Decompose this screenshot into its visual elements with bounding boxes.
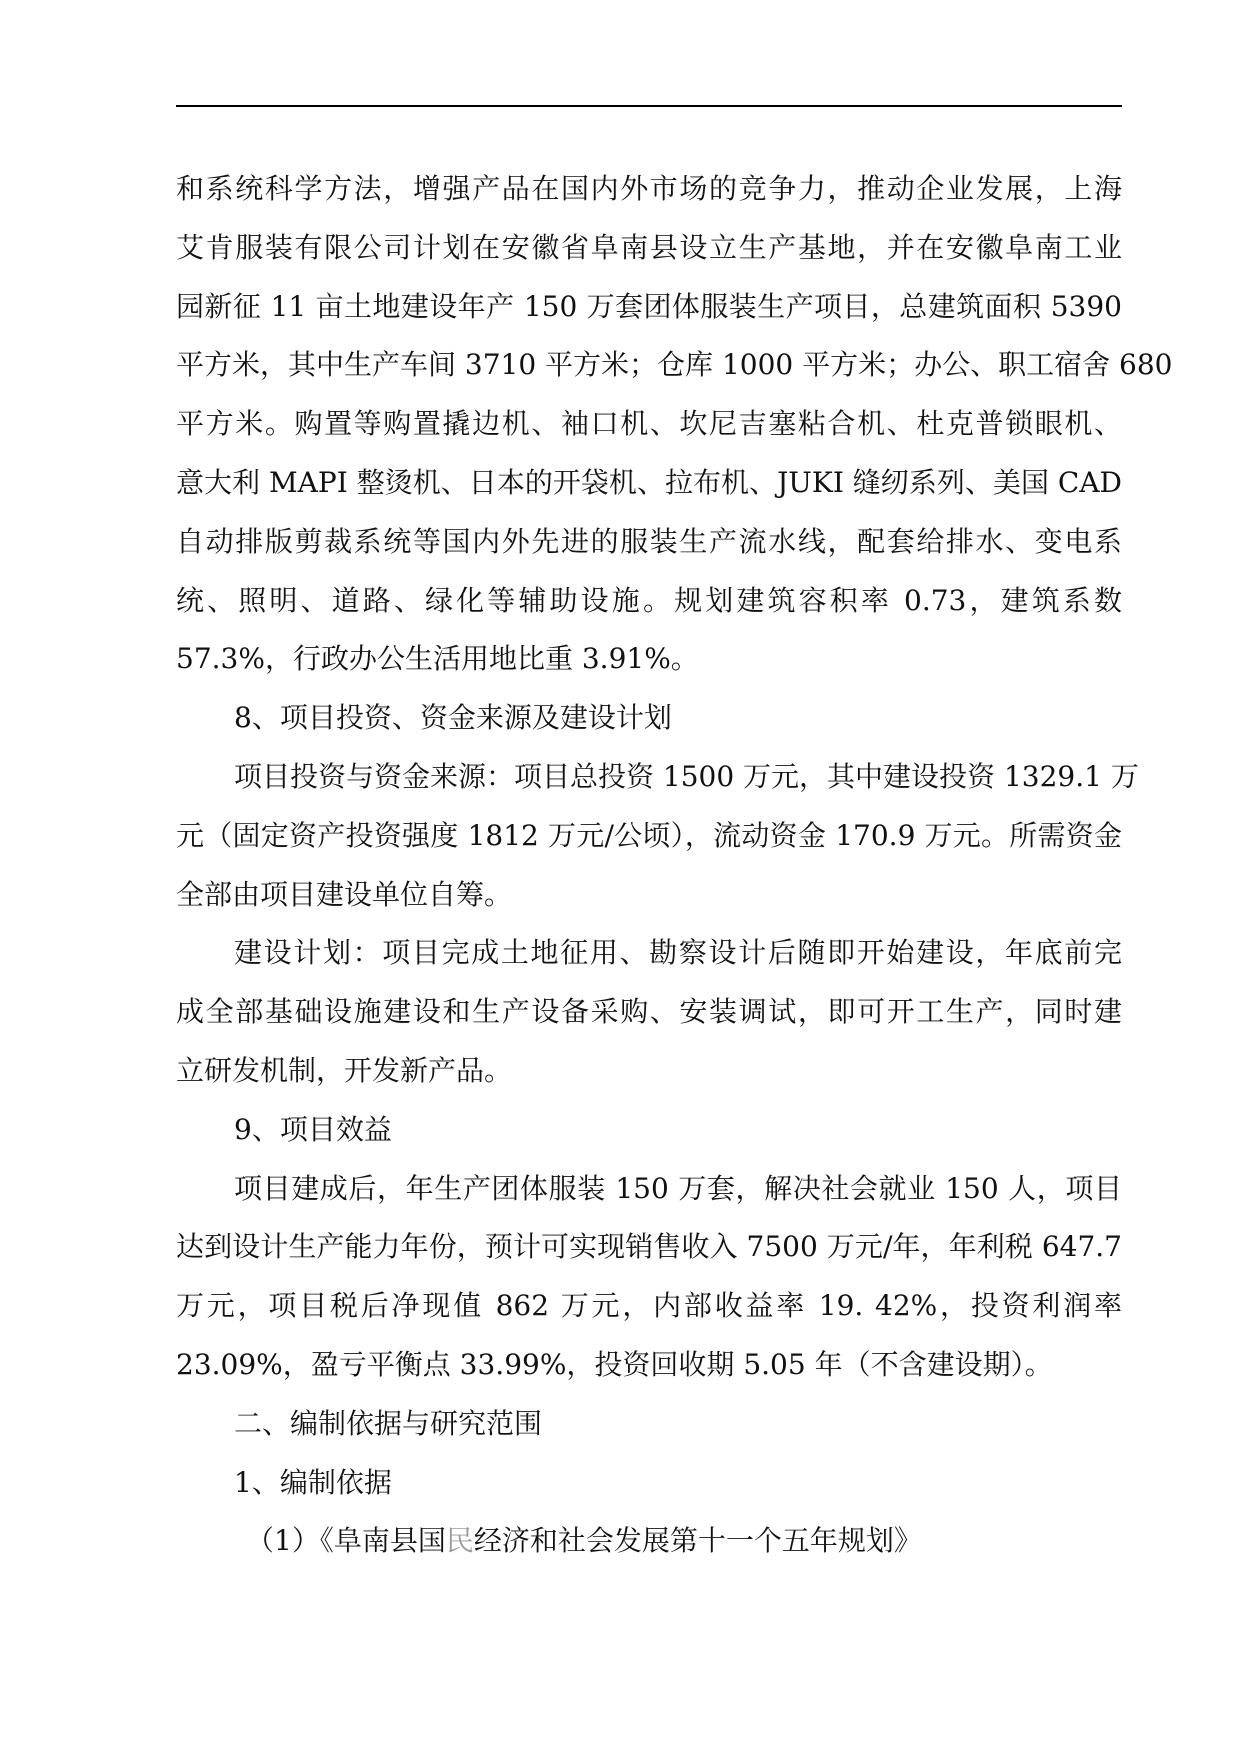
text-line: 意大利 MAPI 整烫机、日本的开袋机、拉布机、JUKI 缝纫系列、美国 CAD [176,465,1122,499]
text-line: 万元，项目税后净现值 862 万元，内部收益率 19. 42%，投资利润率 [176,1289,1122,1323]
text-line: 平方米。购置等购置撬边机、袖口机、坎尼吉塞粘合机、杜克普锁眼机、 [176,407,1122,441]
text-line: 达到设计生产能力年份，预计可实现销售收入 7500 万元/年，年利税 647.7 [176,1230,1122,1264]
text-line: 元（固定资产投资强度 1812 万元/公顷），流动资金 170.9 万元。所需资金 [176,818,1122,852]
text-line: 23.09%，盈亏平衡点 33.99%，投资回收期 5.05 年（不含建设期）。 [176,1347,1053,1381]
text-line: 项目投资与资金来源：项目总投资 1500 万元，其中建设投资 1329.1 万 [234,759,1139,793]
text-line: 57.3%，行政办公生活用地比重 3.91%。 [176,642,699,676]
text-line: 成全部基础设施建设和生产设备采购、安装调试，即可开工生产，同时建 [176,995,1122,1029]
text-line: 自动排版剪裁系统等国内外先进的服装生产流水线，配套给排水、变电系 [176,524,1122,558]
section-heading-benefit: 9、项目效益 [234,1112,392,1146]
paragraph-project-scope [176,160,1173,689]
paragraph-investment [176,748,1139,924]
paragraph-construction-plan [176,924,1122,1100]
text-line: 园新征 11 亩土地建设年产 150 万套团体服装生产项目，总建筑面积 5390 [176,289,1122,323]
text-line: 统、照明、道路、绿化等辅助设施。规划建筑容积率 0.73，建筑系数 [176,583,1122,617]
document-body [176,160,1173,1571]
text-line: 建设计划：项目完成土地征用、勘察设计后随即开始建设，年底前完 [234,936,1122,970]
text-line: 全部由项目建设单位自筹。 [176,877,513,911]
header-rule [176,105,1122,107]
basis-item-prefix: （1）《阜南县国 [246,1524,446,1558]
basis-item-faded-char: 民 [445,1524,474,1558]
paragraph-benefit [176,1160,1122,1395]
basis-list-item [176,1512,1122,1571]
text-line: 艾肯服装有限公司计划在安徽省阜南县设立生产基地，并在安徽阜南工业 [176,230,1122,264]
text-line: 项目建成后，年生产团体服装 150 万套，解决社会就业 150 人，项目 [234,1171,1122,1205]
section-heading-investment: 8、项目投资、资金来源及建设计划 [234,701,672,735]
basis-item-suffix: 经济和社会发展第十一个五年规划》 [473,1524,922,1558]
section-heading-basis: 1、编制依据 [234,1465,392,1499]
text-line: 立研发机制，开发新产品。 [176,1053,513,1087]
text-line: 和系统科学方法，增强产品在国内外市场的竞争力，推动企业发展，上海 [176,172,1122,205]
chapter-heading-basis-scope: 二、编制依据与研究范围 [234,1406,543,1440]
text-line: 平方米，其中生产车间 3710 平方米；仓库 1000 平方米；办公、职工宿舍 680 [176,348,1173,382]
